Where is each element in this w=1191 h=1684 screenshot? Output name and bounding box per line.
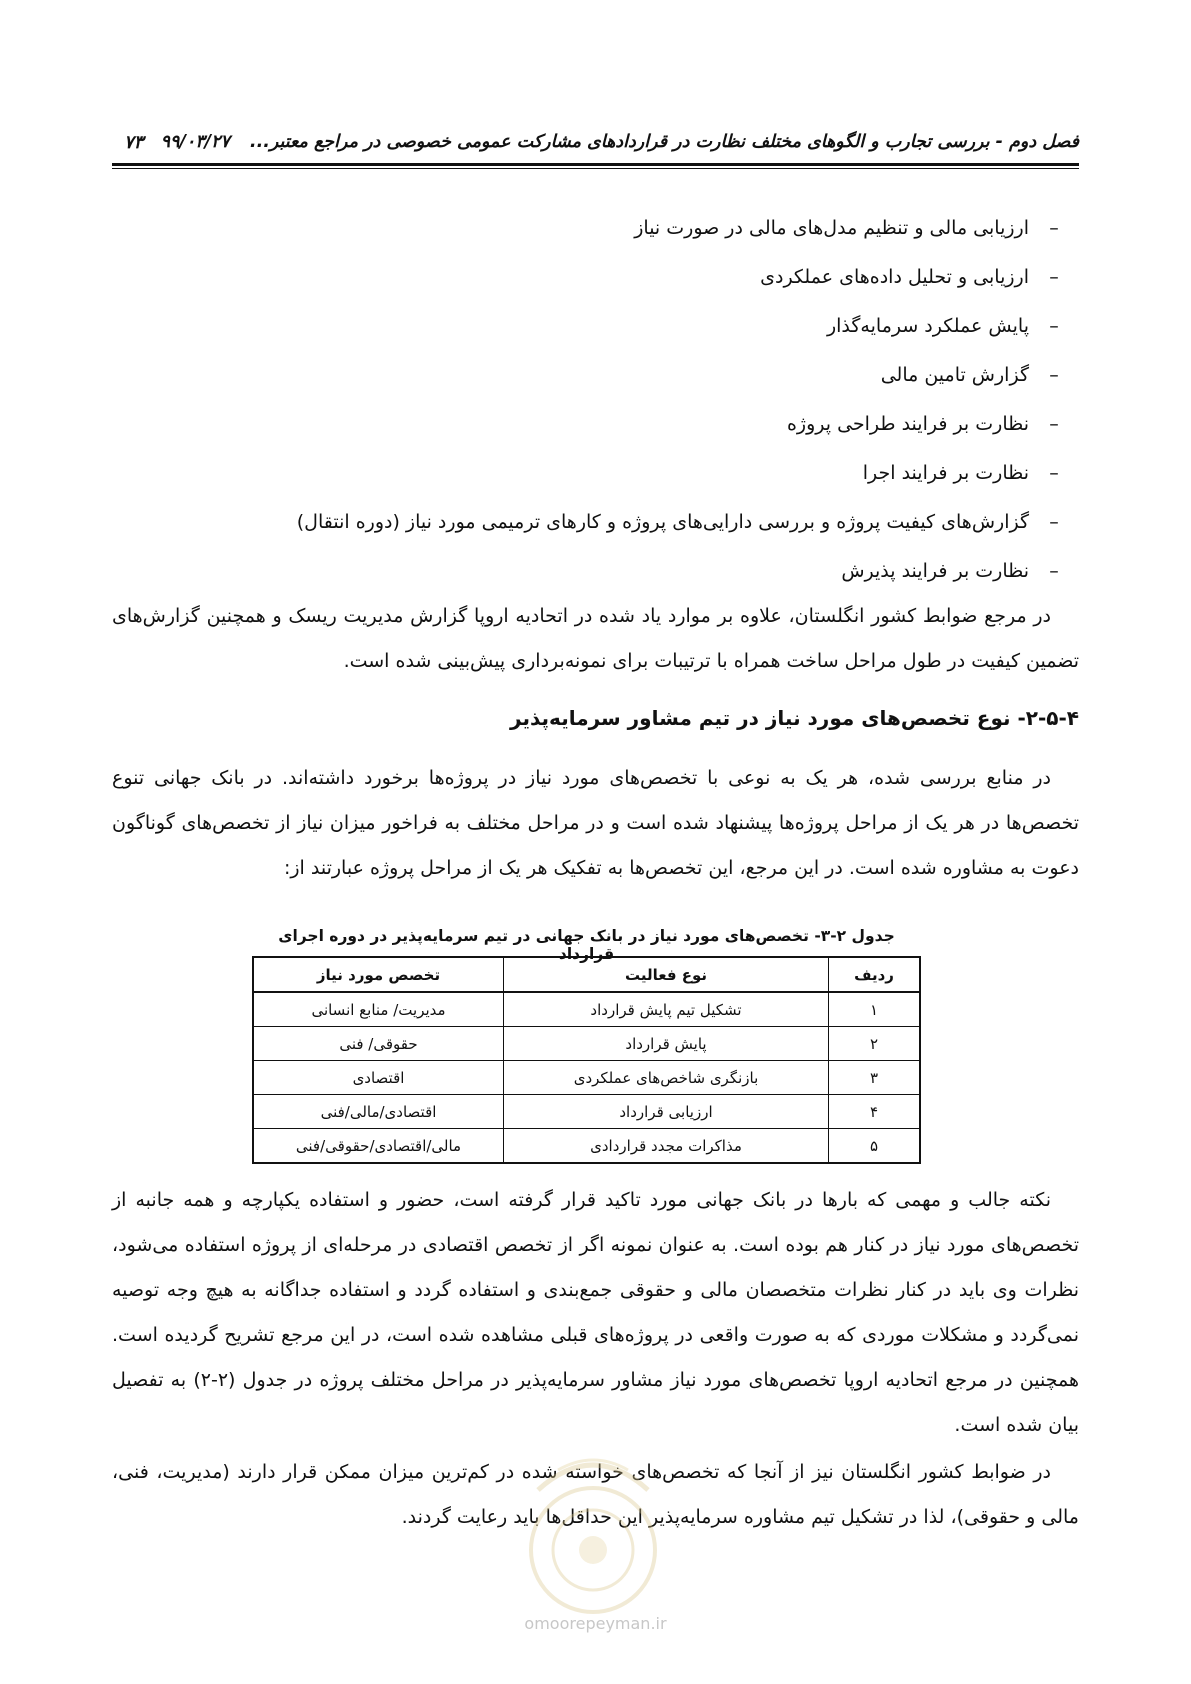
list-item: [159, 364, 1079, 413]
list-item-text: نظارت بر فرایند پذیرش: [841, 560, 1029, 582]
table-row: [253, 992, 920, 1027]
bullet-dash: –: [1049, 266, 1059, 288]
cell-activity: پایش قرارداد: [504, 1027, 829, 1061]
cell-row-number: ۲: [829, 1027, 921, 1061]
table-row: [253, 1095, 920, 1129]
bullet-dash: –: [1049, 413, 1059, 435]
table-row: [253, 1129, 920, 1164]
cell-activity: مذاکرات مجدد قراردادی: [504, 1129, 829, 1164]
paragraph-world-bank-note: نکته جالب و مهمی که بارها در بانک جهانی مورد تاکید قرار گرفته است، حضور و استفاده یکپارچه و همه جانبه از تخصص‌های مورد نیاز در کنار هم بوده است. به عنوان نمونه اگر از تخصص اقتصادی در مرحله‌ای از پروژه استفاده می‌شود، نظرات وی باید در کنار نظرات متخصصان مالی و حقوقی جمع‌بندی و استفاده گردد و استفاده جداگانه به هیچ وجه توصیه نمی‌گردد و مشکلات موردی که به صورت واقعی در پروژه‌های قبلی مشاهده شده است، در این مرجع تشریح گردیده است. همچنین در مرجع اتحادیه اروپا تخصص‌های مورد نیاز مشاور سرمایه‌پذیر در مراحل مختلف پروژه در جدول (۲-۲) به تفصیل بیان شده است.: [112, 1189, 1079, 1436]
column-header-expertise: تخصص مورد نیاز: [253, 957, 504, 992]
paragraph-uk-reports: در مرجع ضوابط کشور انگلستان، علاوه بر موارد یاد شده در اتحادیه اروپا گزارش مدیریت ریسک و همچنین گزارش‌های تضمین کیفیت در طول مراحل ساخت همراه با ترتیبات برای نمونه‌برداری پیش‌بینی شده است.: [112, 605, 1079, 672]
table-header-row: [253, 957, 920, 992]
paragraph-uk-minimum: در ضوابط کشور انگلستان نیز از آنجا که تخصص‌های خواسته شده در کم‌ترین میزان ممکن قرار دارند (مدیریت، فنی، مالی و حقوقی)، لذا در تشکیل تیم مشاوره سرمایه‌پذیر این حداقل‌ها باید رعایت گردند.: [112, 1461, 1079, 1528]
bullet-dash: –: [1049, 462, 1059, 484]
cell-expertise: حقوقی/ فنی: [253, 1027, 504, 1061]
column-header-row-number: ردیف: [829, 957, 921, 992]
list-item-text: ارزیابی مالی و تنظیم مدل‌های مالی در صورت نیاز: [634, 217, 1029, 239]
list-item-text: نظارت بر فرایند طراحی پروژه: [786, 413, 1029, 435]
bullet-dash: –: [1049, 217, 1059, 239]
list-item-text: نظارت بر فرایند اجرا: [862, 462, 1029, 484]
bullet-dash: –: [1049, 560, 1059, 582]
list-item-text: گزارش تامین مالی: [880, 364, 1029, 386]
cell-activity: ارزیابی قرارداد: [504, 1095, 829, 1129]
header-date: ۹۹/۰۳/۲۷: [160, 132, 230, 152]
header-title-text: فصل دوم - بررسی تجارب و الگوهای مختلف نظارت در قراردادهای مشارکت عمومی خصوصی در مراجع معتبر...: [249, 132, 1079, 152]
header-divider: [112, 163, 1079, 166]
list-item: [159, 266, 1079, 315]
table-row: [253, 1027, 920, 1061]
bullet-dash: –: [1049, 315, 1059, 337]
cell-expertise: اقتصادی: [253, 1061, 504, 1095]
cell-row-number: ۵: [829, 1129, 921, 1164]
cell-row-number: ۳: [829, 1061, 921, 1095]
list-item: [159, 462, 1079, 511]
page-number: ۷۳: [124, 132, 144, 153]
paragraph-expertise-intro: در منابع بررسی شده، هر یک به نوعی با تخصص‌های مورد نیاز در پروژه‌ها برخورد داشته‌اند. در بانک جهانی تنوع تخصص‌ها در هر یک از مراحل پروژه‌ها پیشنهاد شده است و در مراحل مختلف به فراخور میزان نیاز از تخصص‌های گوناگون دعوت به مشاوره شده است. در این مرجع، این تخصص‌ها به تفکیک هر یک از مراحل پروژه عبارتند از:: [112, 767, 1079, 879]
table-row: [253, 1061, 920, 1095]
watermark-logo-icon: [478, 1430, 708, 1620]
cell-expertise: اقتصادی/مالی/فنی: [253, 1095, 504, 1129]
cell-activity: بازنگری شاخص‌های عملکردی: [504, 1061, 829, 1095]
list-item: [159, 511, 1079, 560]
column-header-activity: نوع فعالیت: [504, 957, 829, 992]
list-item-text: ارزیابی و تحلیل داده‌های عملکردی: [760, 266, 1029, 288]
list-item-text: گزارش‌های کیفیت پروژه و بررسی دارایی‌های پروژه و کارهای ترمیمی مورد نیاز (دوره انتقال): [296, 511, 1029, 533]
header-title: [161, 132, 1079, 152]
cell-expertise: مالی/اقتصادی/حقوقی/فنی: [253, 1129, 504, 1164]
cell-row-number: ۱: [829, 992, 921, 1027]
cell-activity: تشکیل تیم پایش قرارداد: [504, 992, 829, 1027]
watermark-url: omoorepeyman.ir: [524, 1614, 667, 1633]
table-caption: جدول ۲-۳- تخصص‌های مورد نیاز در بانک جهانی در تیم سرمایه‌پذیر در دوره اجرای قرارداد: [278, 927, 895, 963]
section-heading: ۲-۵-۴- نوع تخصص‌های مورد نیاز در تیم مشاور سرمایه‌پذیر: [510, 706, 1079, 730]
bullet-dash: –: [1049, 364, 1059, 386]
running-header: [112, 128, 1079, 162]
cell-row-number: ۴: [829, 1095, 921, 1129]
expertise-table: [252, 956, 921, 1164]
cell-expertise: مدیریت/ منابع انسانی: [253, 992, 504, 1027]
list-item: [159, 217, 1079, 266]
bullet-dash: –: [1049, 511, 1059, 533]
list-item: [159, 413, 1079, 462]
list-item: [159, 315, 1079, 364]
bullet-list: [159, 217, 1079, 609]
list-item-text: پایش عملکرد سرمایه‌گذار: [826, 315, 1029, 337]
header-divider-thin: [112, 168, 1079, 169]
